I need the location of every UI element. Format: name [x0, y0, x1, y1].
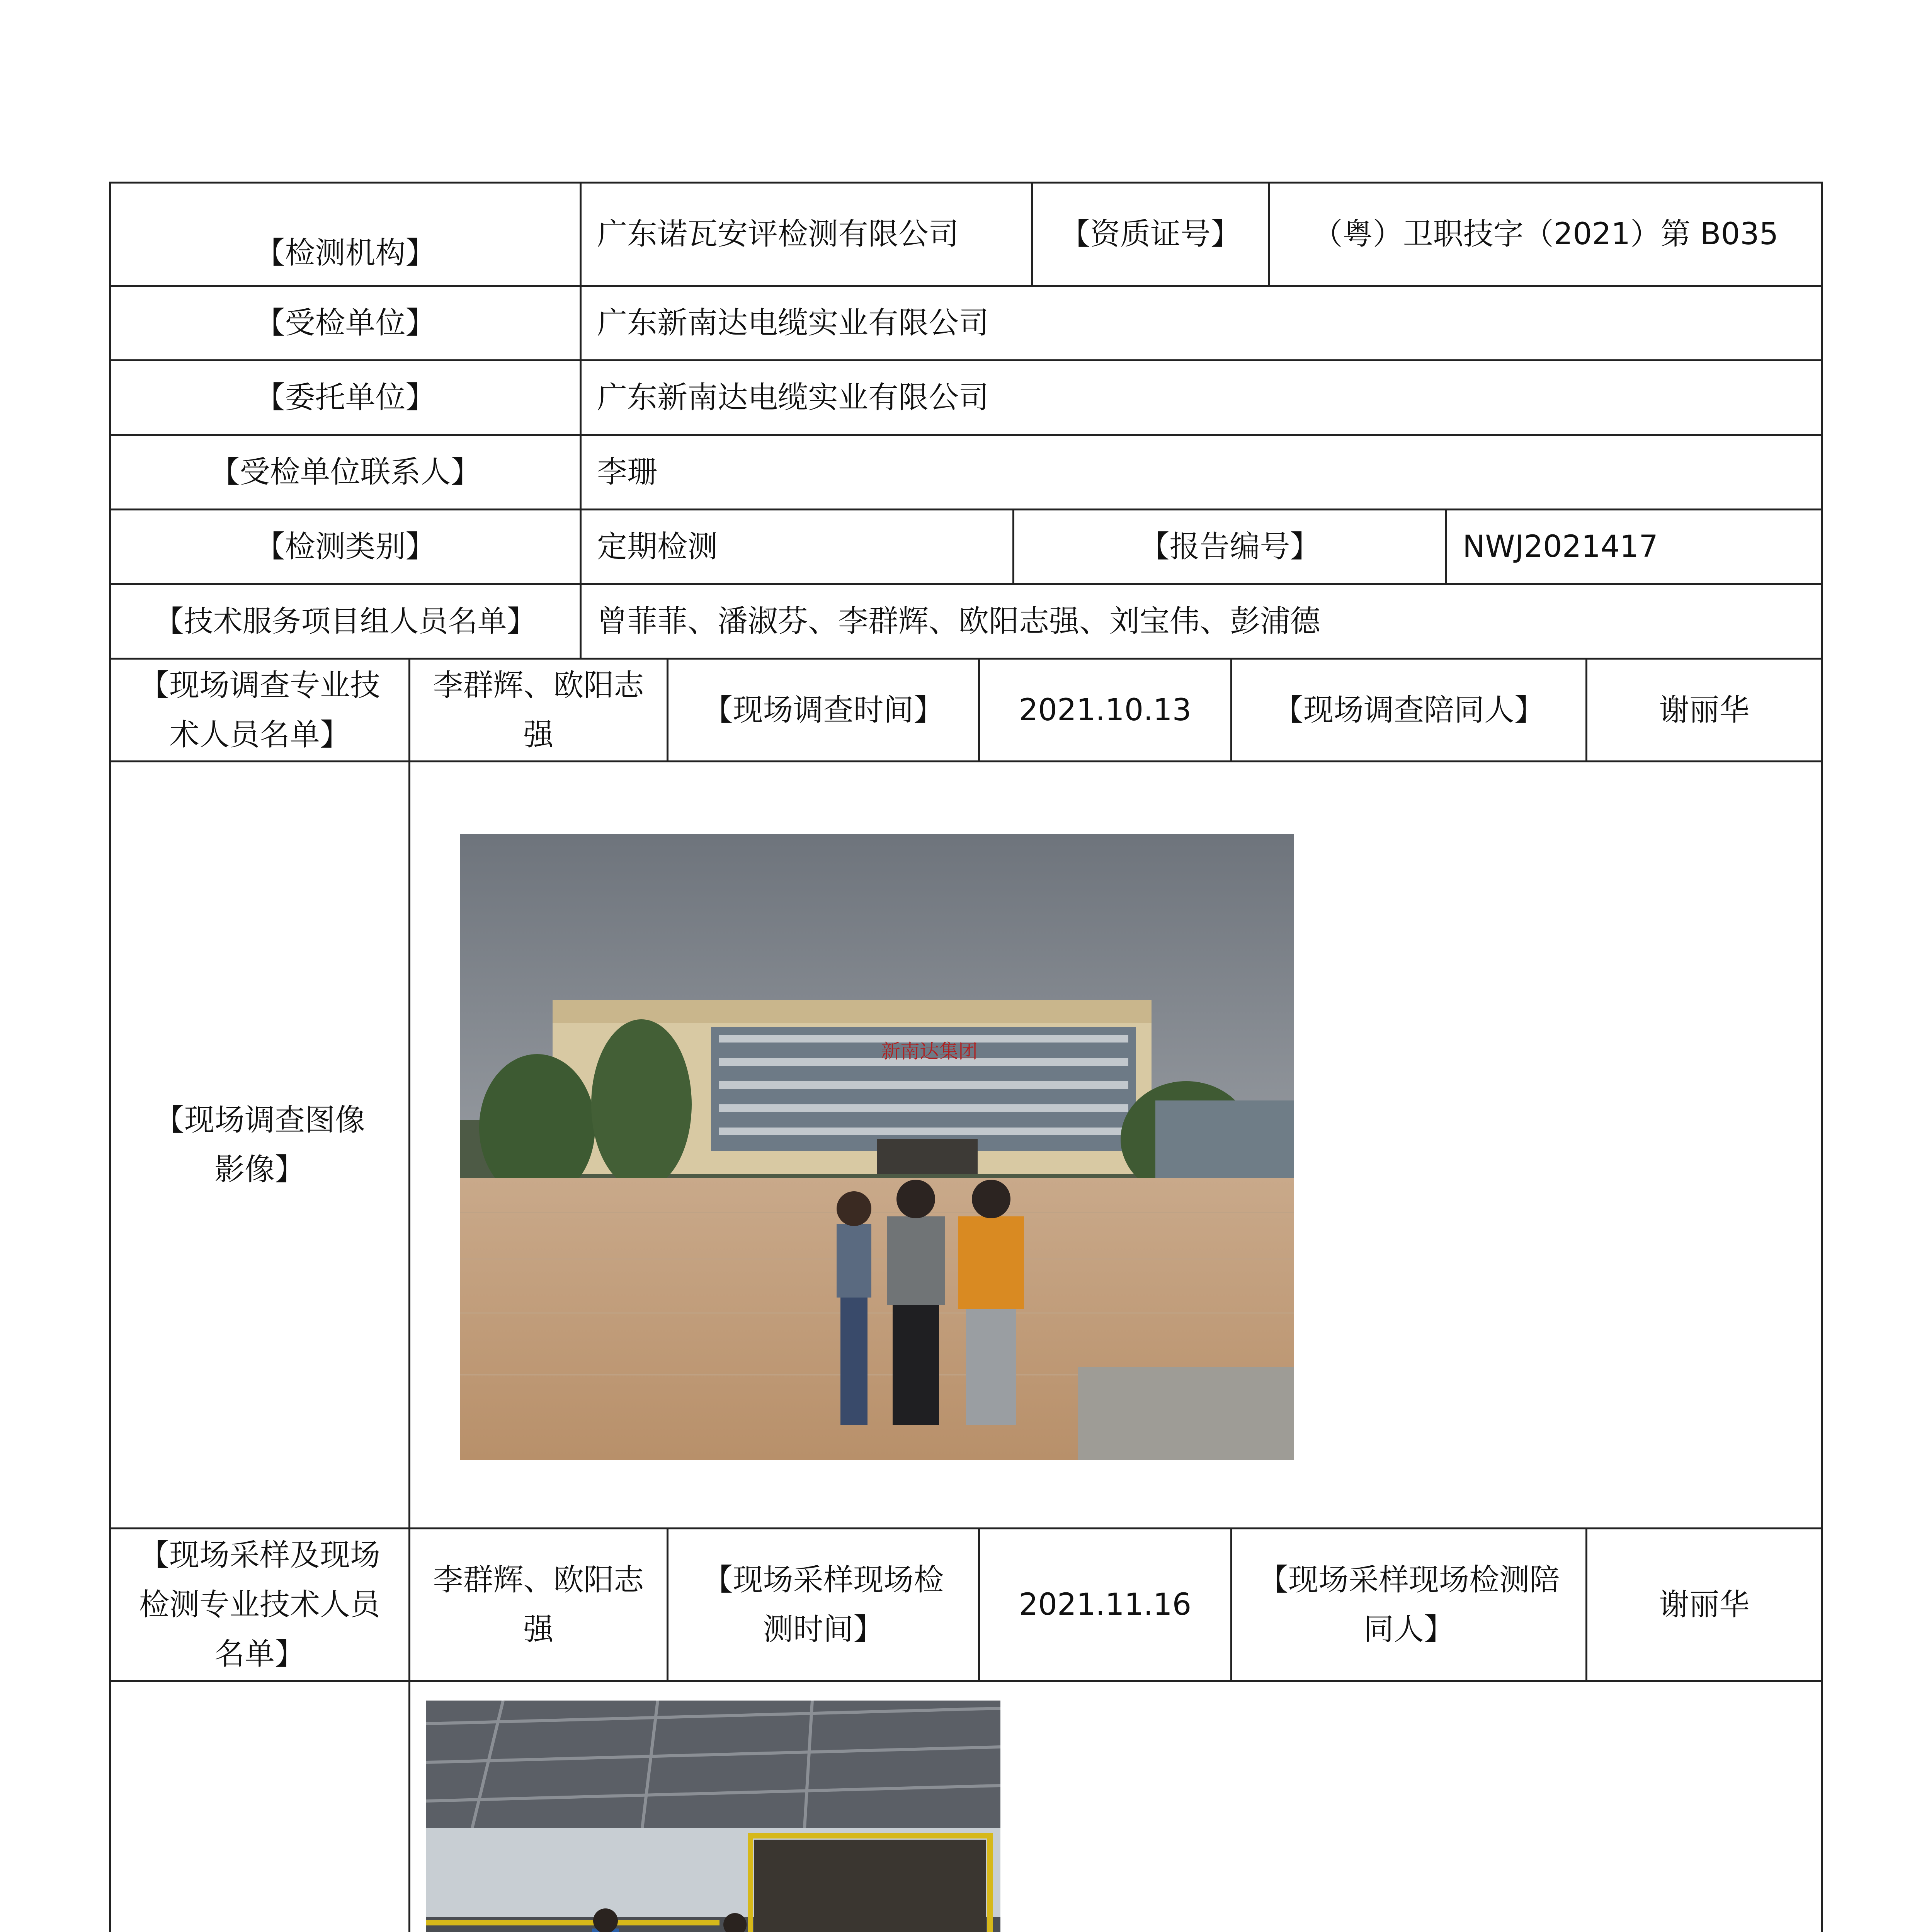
- report-label: 【报告编号】: [1012, 510, 1445, 583]
- team-label: 【技术服务项目组人员名单】: [154, 604, 536, 638]
- survey-photo-cell: [408, 762, 1821, 1527]
- row-sampling: [111, 1527, 1821, 1680]
- survey-staff-label: 【现场调查专业技术人员名单】: [139, 668, 380, 752]
- contact-label: 【受检单位联系人】: [209, 455, 481, 490]
- survey-time-value: 2021.10.13: [978, 660, 1230, 760]
- row-survey: [111, 658, 1821, 760]
- row-inspected: [111, 285, 1821, 359]
- survey-companion-value: 谢丽华: [1585, 660, 1821, 760]
- survey-time-label: 【现场调查时间】: [667, 660, 978, 760]
- category-label: 【检测类别】: [255, 529, 436, 564]
- report-value: NWJ2021417: [1445, 510, 1821, 583]
- category-value: 定期检测: [580, 510, 1012, 583]
- survey-companion-label: 【现场调查陪同人】: [1230, 660, 1585, 760]
- sampling-staff-value: 李群辉、欧阳志强: [408, 1529, 667, 1680]
- agency-label: 【检测机构】: [255, 236, 436, 270]
- team-value: 曾菲菲、潘淑芬、李群辉、欧阳志强、刘宝伟、彭浦德: [580, 585, 1821, 658]
- row-team: [111, 583, 1821, 658]
- row-client: [111, 359, 1821, 434]
- row-agency: [111, 184, 1821, 285]
- sampling-time-value: 2021.11.16: [978, 1529, 1230, 1680]
- contact-value: 李珊: [580, 436, 1821, 509]
- sampling-companion-value: 谢丽华: [1585, 1529, 1821, 1680]
- survey-record-table: [109, 182, 1823, 1932]
- sampling-site-photo: [426, 1701, 1000, 1932]
- survey-staff-value: 李群辉、欧阳志强: [408, 660, 667, 760]
- cert-label: 【资质证号】: [1031, 184, 1268, 285]
- building-signage: 新南达集团: [881, 1040, 978, 1063]
- row-contact: [111, 434, 1821, 509]
- row-survey-photo: [111, 760, 1821, 1527]
- sampling-time-label: 【现场采样现场检测时间】: [667, 1529, 978, 1680]
- client-label: 【委托单位】: [255, 380, 436, 415]
- sampling-photo-label: [111, 1682, 408, 1932]
- client-value: 广东新南达电缆实业有限公司: [580, 361, 1821, 434]
- agency-value: 广东诺瓦安评检测有限公司: [580, 184, 1031, 285]
- inspected-value: 广东新南达电缆实业有限公司: [580, 287, 1821, 359]
- survey-photo-label: 【现场调查图像影像】: [154, 1103, 365, 1187]
- cert-value: （粤）卫职技字（2021）第 B035: [1268, 184, 1821, 285]
- row-category: [111, 509, 1821, 583]
- sampling-photo-cell: [408, 1682, 1821, 1932]
- row-sampling-photo: [111, 1680, 1821, 1932]
- sampling-companion-label: 【现场采样现场检测陪同人】: [1230, 1529, 1585, 1680]
- survey-site-photo: [460, 834, 1294, 1460]
- sampling-staff-label: 【现场采样及现场检测专业技术人员名单】: [139, 1538, 380, 1672]
- inspected-label: 【受检单位】: [255, 306, 436, 340]
